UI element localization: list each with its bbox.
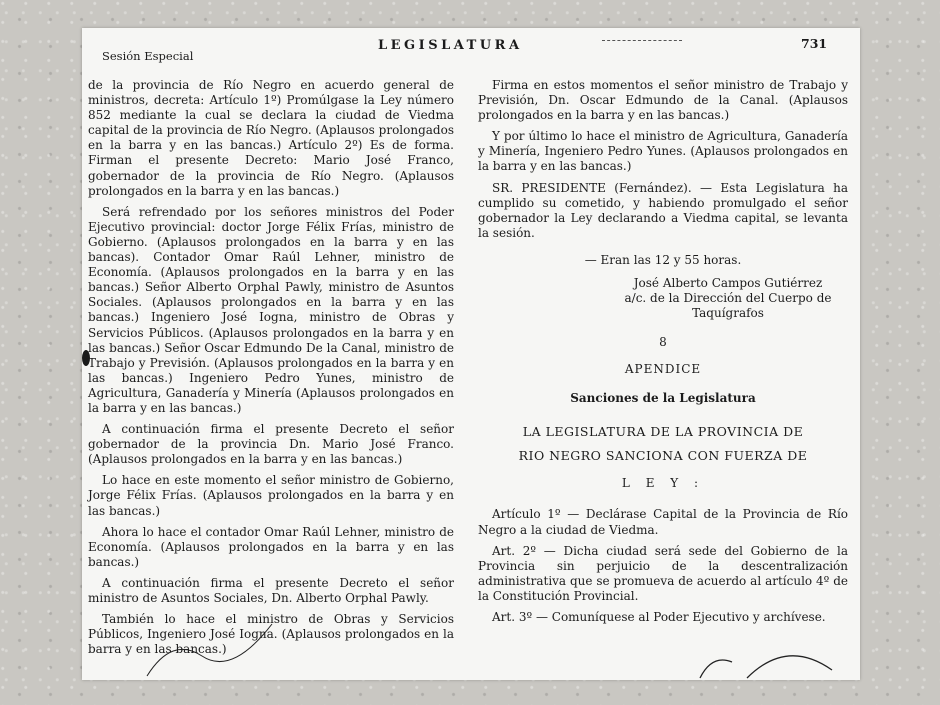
paragraph: SR. PRESIDENTE (Fernández). — Esta Legislatura ha cumplido su cometido, y habiendo promulgado el señor gobernador la Ley declarando a Viedma capital, se levanta la sesión.: [478, 180, 848, 240]
right-column: [478, 78, 848, 631]
left-column: [88, 78, 454, 663]
article: Art. 2º — Dicha ciudad será sede del Gobierno de la Provincia sin perjuicio de la descentralización administrativa que se promueva de acuerdo al artículo 4º de la Constitución Provincial.: [478, 543, 848, 603]
paragraph: de la provincia de Río Negro en acuerdo general de ministros, decreta: Artículo 1º) Promúlgase la Ley número 852 mediante la cual se declara la ciudad de Viedma capital de la provincia de Río Negro. (Aplausos prolongados en la barra y en las bancas.) Artículo 2º) Es de forma. Firman el presente Decreto: Mario José Franco, gobernador de la provincia de Río Negro. (Aplausos prolongados en la barra y en las bancas.): [88, 78, 454, 198]
appendix-title: APENDICE: [624, 362, 702, 377]
signature-name: José Alberto Campos Gutiérrez: [633, 276, 823, 291]
session-end-time: — Eran las 12 y 55 horas.: [584, 252, 742, 267]
article: Art. 3º — Comuníquese al Poder Ejecutivo y archívese.: [492, 609, 826, 624]
signature-role: a/c. de la Dirección del Cuerpo de: [624, 291, 832, 306]
article: Artículo 1º — Declárase Capital de la Provincia de Río Negro a la ciudad de Viedma.: [478, 507, 848, 537]
paragraph: A continuación firma el presente Decreto el señor gobernador de la provincia Dn. Mario José Franco. (Aplausos prolongados en la barra y en las bancas.): [88, 422, 454, 467]
header-rule: [602, 40, 682, 41]
page-number: 731: [801, 36, 828, 51]
ley-heading: L E Y :: [621, 476, 705, 491]
signature-block: [608, 276, 848, 321]
paragraph: Será refrendado por los señores ministros del Poder Ejecutivo provincial: doctor Jorge Félix Frías, ministro de Gobierno. (Aplausos prolongados en la barra y en las bancas). Contador Omar Raúl Lehner, ministro de Economía. (Aplausos prolongados en la barra y en las bancas.) Señor Alberto Orphal Pawly, ministro de Asuntos Sociales. (Aplausos prolongados en la barra y en las bancas.) Ingeniero José Iogna, ministro de Obras y Servicios Públicos. (Aplausos prolongados en la barra y en las bancas.) Señor Oscar Edmundo De la Canal, ministro de Trabajo y Previsión. (Aplausos prolongados en la barra y en las bancas.) Ingeniero Pedro Yunes, ministro de Agricultura, Ganadería y Minería (Aplausos prolongados en la barra y en las bancas.): [88, 204, 454, 415]
signature-role-cont: Taquígrafos: [692, 306, 764, 321]
section-number: 8: [659, 335, 667, 350]
paragraph: Y por último lo hace el ministro de Agricultura, Ganadería y Minería, Ingeniero Pedro Yunes. (Aplausos prolongados en la barra y en las bancas.): [478, 129, 848, 174]
banner-line: LA LEGISLATURA DE LA PROVINCIA DE: [522, 424, 804, 440]
paragraph: A continuación firma el presente Decreto el señor ministro de Asuntos Sociales, Dn. Alberto Orphal Pawly.: [88, 575, 454, 605]
paragraph: Ahora lo hace el contador Omar Raúl Lehner, ministro de Economía. (Aplausos prolongados en la barra y en las bancas.): [88, 524, 454, 569]
header-title: LEGISLATURA: [378, 38, 523, 53]
sanction-banner: [478, 420, 848, 468]
paragraph: Firma en estos momentos el señor ministro de Trabajo y Previsión, Dn. Oscar Edmundo de la Canal. (Aplausos prolongados en la barra y en las bancas.): [478, 78, 848, 123]
paragraph: También lo hace el ministro de Obras y Servicios Públicos, Ingeniero José Iogna. (Aplausos prolongados en la barra y en las bancas.): [88, 612, 454, 657]
sanctions-title: Sanciones de la Legislatura: [570, 391, 756, 406]
paragraph: Lo hace en este momento el señor ministro de Gobierno, Jorge Félix Frías. (Aplausos prolongados en la barra y en las bancas.): [88, 473, 454, 518]
banner-line: RIO NEGRO SANCIONA CON FUERZA DE: [518, 448, 808, 464]
pen-mark-right: [692, 640, 842, 680]
document-page: [82, 28, 860, 680]
header-section: Sesión Especial: [102, 49, 194, 63]
pen-mark-left: [142, 616, 282, 680]
